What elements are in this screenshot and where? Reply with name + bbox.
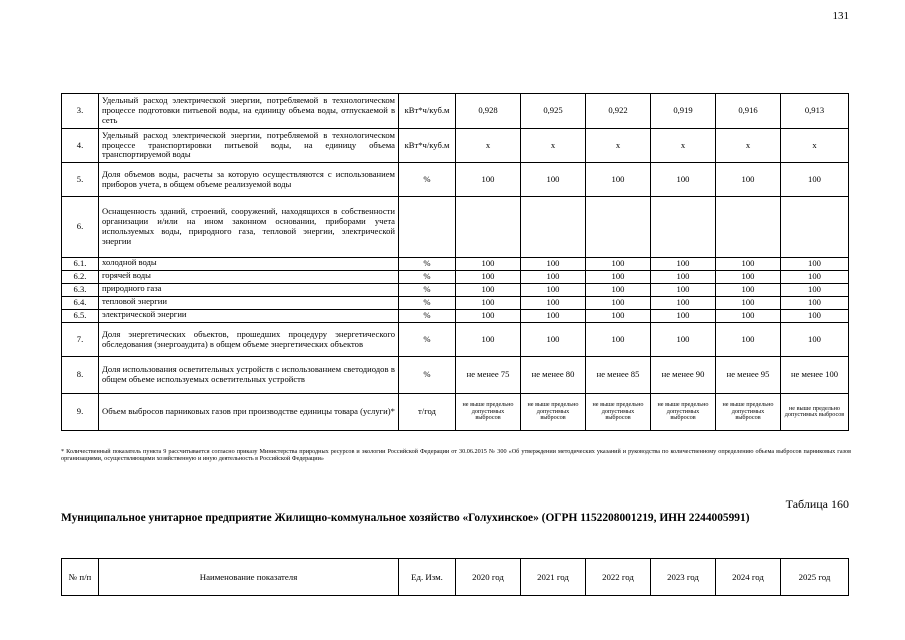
unit-cell: кВт*ч/куб.м [399,94,456,129]
indicator-name: горячей воды [99,271,399,284]
value-cell: не выше предельно допустимых выбросов [716,394,781,431]
value-cell: 100 [456,163,521,197]
header-year: 2023 год [651,559,716,596]
table-row [62,258,849,271]
value-cell: x [716,129,781,163]
header-year: 2025 год [781,559,849,596]
value-cell: 0,913 [781,94,849,129]
value-cell: x [586,129,651,163]
value-cell: 100 [781,258,849,271]
value-cell [716,197,781,258]
value-cell: не менее 90 [651,357,716,394]
indicators-table [61,93,849,431]
header-year: 2024 год [716,559,781,596]
value-cell: 100 [781,310,849,323]
value-cell: не выше предельно допустимых выбросов [521,394,586,431]
indicator-name: Объем выбросов парниковых газов при производстве единицы товара (услуги)* [99,394,399,431]
value-cell: 100 [456,284,521,297]
value-cell: не менее 80 [521,357,586,394]
unit-cell: кВт*ч/куб.м [399,129,456,163]
value-cell [586,197,651,258]
value-cell: не выше предельно допустимых выбросов [586,394,651,431]
unit-cell: % [399,163,456,197]
unit-cell: % [399,357,456,394]
table-row [62,94,849,129]
indicator-name: природного газа [99,284,399,297]
row-number: 5. [62,163,99,197]
value-cell: 100 [586,271,651,284]
value-cell: 100 [716,258,781,271]
value-cell: 100 [521,271,586,284]
table-row [62,297,849,310]
value-cell: 100 [586,284,651,297]
value-cell: 0,916 [716,94,781,129]
value-cell: не менее 95 [716,357,781,394]
value-cell: 100 [586,323,651,357]
indicator-name: Удельный расход электрической энергии, потребляемой в технологическом процессе транспортировки питьевой воды, на единицу объема транспортируемой воды [99,129,399,163]
row-number: 9. [62,394,99,431]
value-cell: 0,925 [521,94,586,129]
indicator-name: Доля энергетических объектов, прошедших процедуру энергетического обследования (энергоаудита) в общем объеме энергетических объектов [99,323,399,357]
indicator-name: Оснащенность зданий, строений, сооружений, находящихся в собственности организации и/или на ином законном основании, приборами учета используемых воды, природного газа, тепловой энергии, электрической энергии [99,197,399,258]
row-number: 6. [62,197,99,258]
value-cell: 100 [651,297,716,310]
indicator-name: тепловой энергии [99,297,399,310]
value-cell: 100 [586,258,651,271]
row-number: 6.3. [62,284,99,297]
header-row [62,559,849,596]
value-cell: не выше предельно допустимых выбросов [781,394,849,431]
value-cell: 100 [781,297,849,310]
value-cell [781,197,849,258]
value-cell: 100 [781,284,849,297]
value-cell: 100 [716,323,781,357]
row-number: 6.4. [62,297,99,310]
value-cell: 100 [651,163,716,197]
indicator-name: электрической энергии [99,310,399,323]
row-number: 8. [62,357,99,394]
value-cell: 100 [651,271,716,284]
unit-cell: % [399,258,456,271]
value-cell: 100 [716,297,781,310]
next-table-header [61,558,849,596]
table-row [62,357,849,394]
value-cell: 100 [521,258,586,271]
value-cell: 100 [456,271,521,284]
table-row [62,163,849,197]
value-cell: 100 [781,323,849,357]
value-cell: x [521,129,586,163]
table-row [62,323,849,357]
value-cell: 0,928 [456,94,521,129]
value-cell: 0,922 [586,94,651,129]
value-cell: не менее 100 [781,357,849,394]
unit-cell: % [399,297,456,310]
value-cell [651,197,716,258]
footnote: * Количественный показатель пункта 9 рассчитывается согласно приказу Министерства природных ресурсов и экологии Российской Федерации от 30.06.2015 № 300 «Об утверждении методических указаний и руководства по количественному определению объема выбросов парниковых газов организациями, осуществляющими хозяйственную и иную деятельность в Российской Федерации» [61,448,851,463]
value-cell: не менее 85 [586,357,651,394]
header-unit: Ед. Изм. [399,559,456,596]
indicator-name: Доля объемов воды, расчеты за которую осуществляются с использованием приборов учета, в общем объеме реализуемой воды [99,163,399,197]
value-cell: 100 [456,258,521,271]
table-row [62,310,849,323]
value-cell: 100 [781,163,849,197]
table-caption: Таблица 160 [785,497,849,511]
value-cell: 100 [456,297,521,310]
value-cell: 100 [456,323,521,357]
header-name: Наименование показателя [99,559,399,596]
value-cell: 100 [716,163,781,197]
value-cell: 100 [521,310,586,323]
row-number: 4. [62,129,99,163]
value-cell: 100 [521,323,586,357]
value-cell: 100 [651,258,716,271]
value-cell: 100 [456,310,521,323]
header-year: 2022 год [586,559,651,596]
value-cell: 100 [781,271,849,284]
unit-cell: % [399,310,456,323]
value-cell: x [651,129,716,163]
organization-title: Муниципальное унитарное предприятие Жилищно-коммунальное хозяйство «Голухинское» (ОГРН 1152208001219, ИНН 2244005991) [61,512,750,524]
value-cell: не менее 75 [456,357,521,394]
value-cell: 100 [521,163,586,197]
header-year: 2021 год [521,559,586,596]
value-cell: 0,919 [651,94,716,129]
value-cell: не выше предельно допустимых выбросов [651,394,716,431]
value-cell: 100 [651,310,716,323]
value-cell: 100 [586,297,651,310]
value-cell: 100 [716,271,781,284]
header-num: № п/п [62,559,99,596]
value-cell [456,197,521,258]
indicator-name: Удельный расход электрической энергии, потребляемой в технологическом процессе подготовки питьевой воды, на единицу объема воды, отпускаемой в сеть [99,94,399,129]
value-cell: 100 [651,323,716,357]
unit-cell: % [399,284,456,297]
table-row [62,284,849,297]
value-cell: 100 [586,310,651,323]
row-number: 7. [62,323,99,357]
table-row [62,197,849,258]
table-row [62,271,849,284]
unit-cell: % [399,271,456,284]
value-cell: не выше предельно допустимых выбросов [456,394,521,431]
indicator-name: холодной воды [99,258,399,271]
unit-cell: % [399,323,456,357]
value-cell: 100 [716,284,781,297]
value-cell: 100 [586,163,651,197]
value-cell: 100 [651,284,716,297]
header-year: 2020 год [456,559,521,596]
value-cell: x [456,129,521,163]
unit-cell [399,197,456,258]
row-number: 3. [62,94,99,129]
value-cell [521,197,586,258]
row-number: 6.5. [62,310,99,323]
indicator-name: Доля использования осветительных устройств с использованием светодиодов в общем объеме используемых осветительных устройств [99,357,399,394]
table-row [62,394,849,431]
value-cell: 100 [716,310,781,323]
value-cell: x [781,129,849,163]
table-row [62,129,849,163]
row-number: 6.1. [62,258,99,271]
row-number: 6.2. [62,271,99,284]
page-number: 131 [832,10,849,22]
unit-cell: т/год [399,394,456,431]
value-cell: 100 [521,284,586,297]
value-cell: 100 [521,297,586,310]
